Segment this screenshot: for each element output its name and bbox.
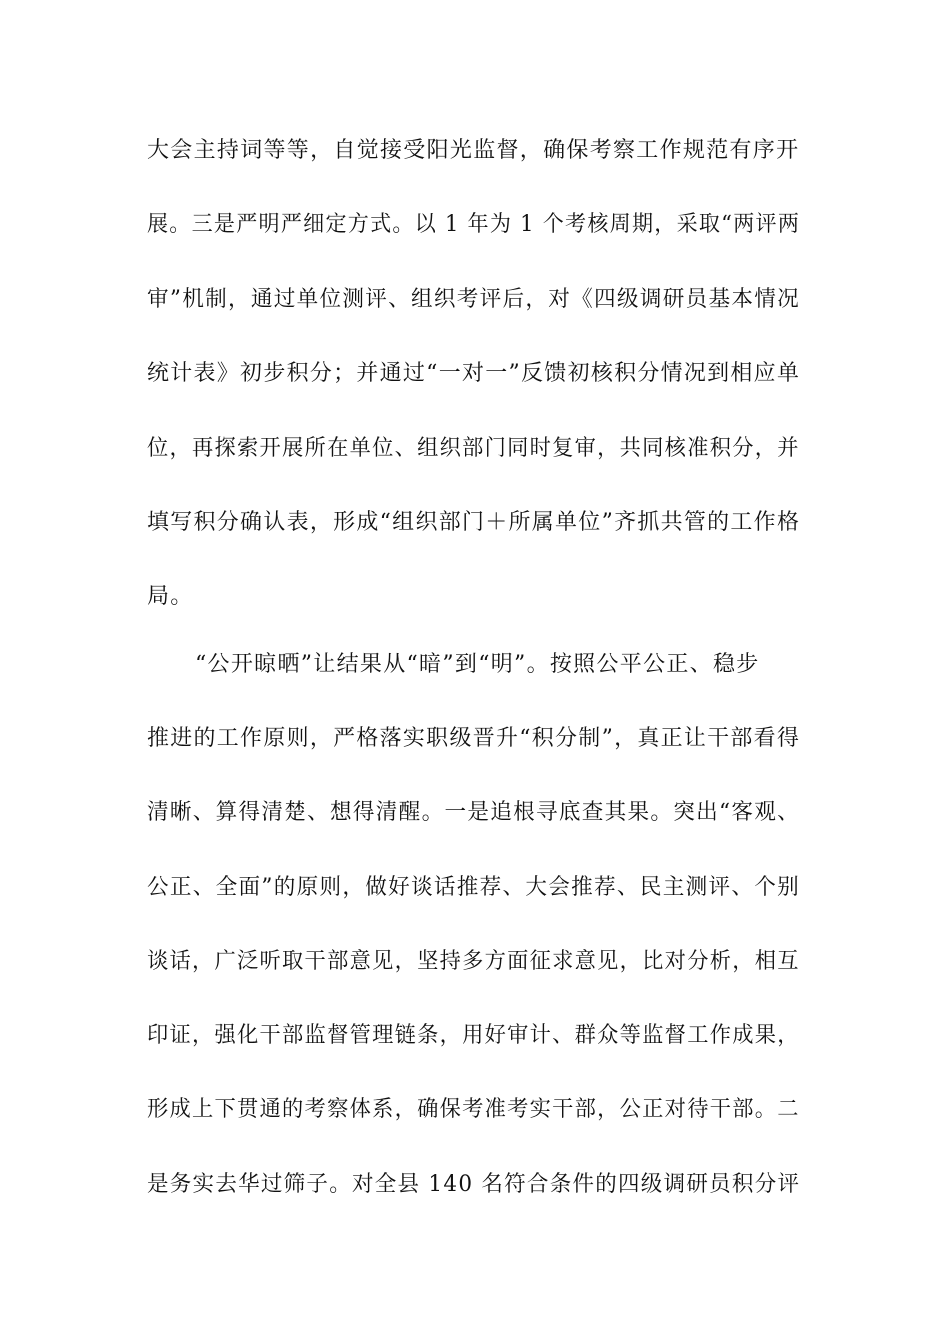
text-line-10: 清晰、算得清楚、想得清醒。一是追根寻底查其果。突出“客观、: [147, 800, 800, 825]
text-line-13: 印证，强化干部监督管理链条，用好审计、群众等监督工作成果，: [147, 1023, 800, 1048]
text-line-11: 公正、全面”的原则，做好谈话推荐、大会推荐、民主测评、个别: [147, 875, 800, 900]
paragraph-start-line: “公开晾晒”让结果从“暗”到“明”。按照公平公正、稳步: [195, 652, 760, 677]
text-line-1: 大会主持词等等，自觉接受阳光监督，确保考察工作规范有序开: [147, 138, 800, 163]
text-line-9: 推进的工作原则，严格落实职级晋升“积分制”，真正让干部看得: [147, 726, 801, 751]
text-line-2: 展。三是严明严细定方式。以 1 年为 1 个考核周期，采取“两评两: [147, 212, 801, 237]
text-line-12: 谈话，广泛听取干部意见，坚持多方面征求意见，比对分析，相互: [147, 949, 800, 974]
text-line-6: 填写积分确认表，形成“组织部门＋所属单位”齐抓共管的工作格: [147, 510, 801, 535]
text-line-3: 审”机制，通过单位测评、组织考评后，对《四级调研员基本情况: [147, 287, 800, 312]
text-line-15: 是务实去华过筛子。对全县 140 名符合条件的四级调研员积分评: [147, 1172, 801, 1197]
text-line-4: 统计表》初步积分；并通过“一对一”反馈初核积分情况到相应单: [147, 361, 801, 386]
text-line-7: 局。: [147, 584, 194, 609]
text-line-5: 位，再探索开展所在单位、组织部门同时复审，共同核准积分，并: [147, 436, 800, 461]
text-line-14: 形成上下贯通的考察体系，确保考准考实干部，公正对待干部。二: [147, 1097, 800, 1122]
